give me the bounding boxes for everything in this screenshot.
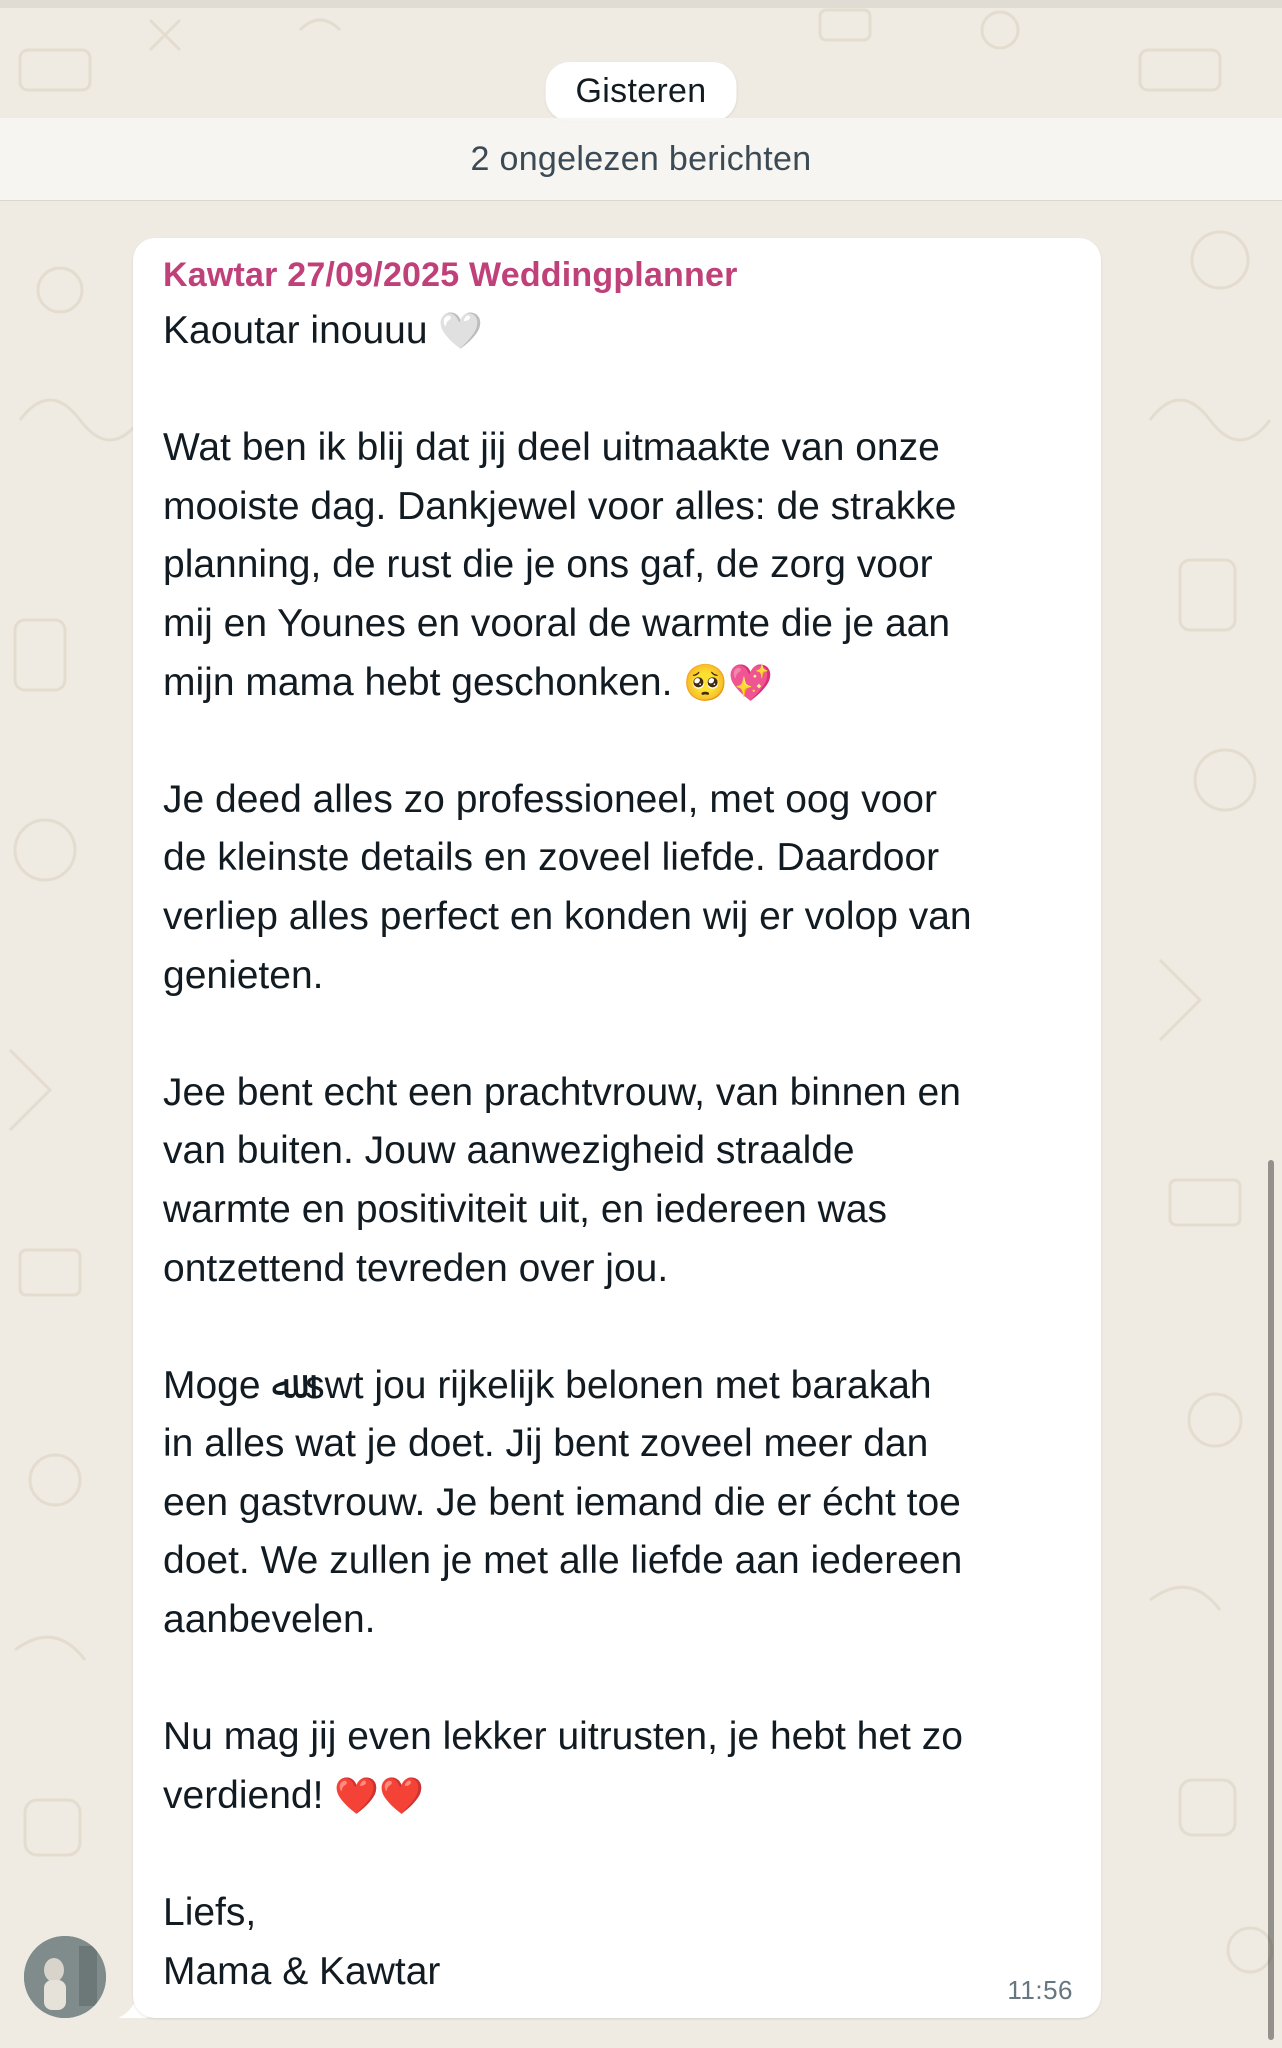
unread-messages-banner — [0, 118, 1282, 201]
message-line: ontzettend tevreden over jou. — [163, 1246, 669, 1290]
scrollbar-thumb[interactable] — [1268, 1160, 1274, 2040]
message-line: mijn mama hebt geschonken. 🥺💖 — [163, 660, 773, 704]
message-line — [163, 1825, 1061, 1884]
message-line — [163, 1005, 1061, 1064]
message-line: planning, de rust die je ons gaf, de zorg voor — [163, 543, 933, 587]
message-timestamp: 11:56 — [1007, 1975, 1073, 2005]
message-line: mij en Younes en vooral de warmte die je aan — [163, 601, 951, 645]
message-line: doet. We zullen je met alle liefde aan iedereen — [163, 1539, 963, 1583]
message-line: Jee bent echt een prachtvrouw, van binnen en — [163, 1070, 961, 1114]
pleading-face-emoji: 🥺 — [683, 662, 729, 704]
message-line: warmte en positiviteit uit, en iedereen was — [163, 1187, 888, 1231]
sparkling-heart-emoji: 💖 — [728, 662, 773, 704]
message-text — [163, 302, 1061, 2001]
message-line — [163, 712, 1061, 771]
message-line: de kleinste details en zoveel liefde. Daardoor — [163, 836, 940, 880]
message-line: Wat ben ik blij dat jij deel uitmaakte van onze — [163, 426, 940, 470]
message-line: van buiten. Jouw aanwezigheid straalde — [163, 1129, 855, 1173]
white-heart-emoji: 🤍 — [438, 311, 484, 352]
message-line — [163, 1650, 1061, 1709]
date-separator: Gisteren — [546, 62, 737, 121]
message-line: verliep alles perfect en konden wij er volop van — [163, 894, 972, 938]
message-line: mooiste dag. Dankjewel voor alles: de strakke — [163, 484, 957, 528]
message-line: een gastvrouw. Je bent iemand die er écht toe — [163, 1480, 961, 1524]
unread-messages-label: 2 ongelezen berichten — [470, 139, 812, 178]
sender-name[interactable]: Kawtar 27/09/2025 Weddingplanner — [163, 256, 738, 294]
message-line: aanbevelen. — [163, 1598, 376, 1642]
message-line: Mama & Kawtar — [163, 1949, 441, 1993]
message-line — [163, 361, 1061, 420]
message-bubble[interactable] — [133, 238, 1101, 2018]
message-line: Je deed alles zo professioneel, met oog voor — [163, 777, 937, 821]
red-heart-emoji: ❤️ — [379, 1775, 424, 1817]
message-line: in alles wat je doet. Jij bent zoveel meer dan — [163, 1422, 929, 1466]
message-line: Moge ﷲ swt jou rijkelijk belonen met barakah — [163, 1363, 932, 1407]
message-line: genieten. — [163, 953, 324, 997]
red-heart-emoji: ❤️ — [334, 1775, 380, 1817]
message-line: Kaoutar inouuu 🤍 — [163, 309, 484, 352]
avatar-photo-icon — [24, 1936, 106, 2018]
message-line: verdiend! ❤️❤️ — [163, 1773, 424, 1817]
message-line — [163, 1298, 1061, 1357]
sender-avatar[interactable] — [24, 1936, 106, 2018]
message-line: Liefs, — [163, 1891, 257, 1935]
message-line: Nu mag jij even lekker uitrusten, je hebt het zo — [163, 1715, 963, 1759]
top-edge-shadow — [0, 0, 1282, 8]
